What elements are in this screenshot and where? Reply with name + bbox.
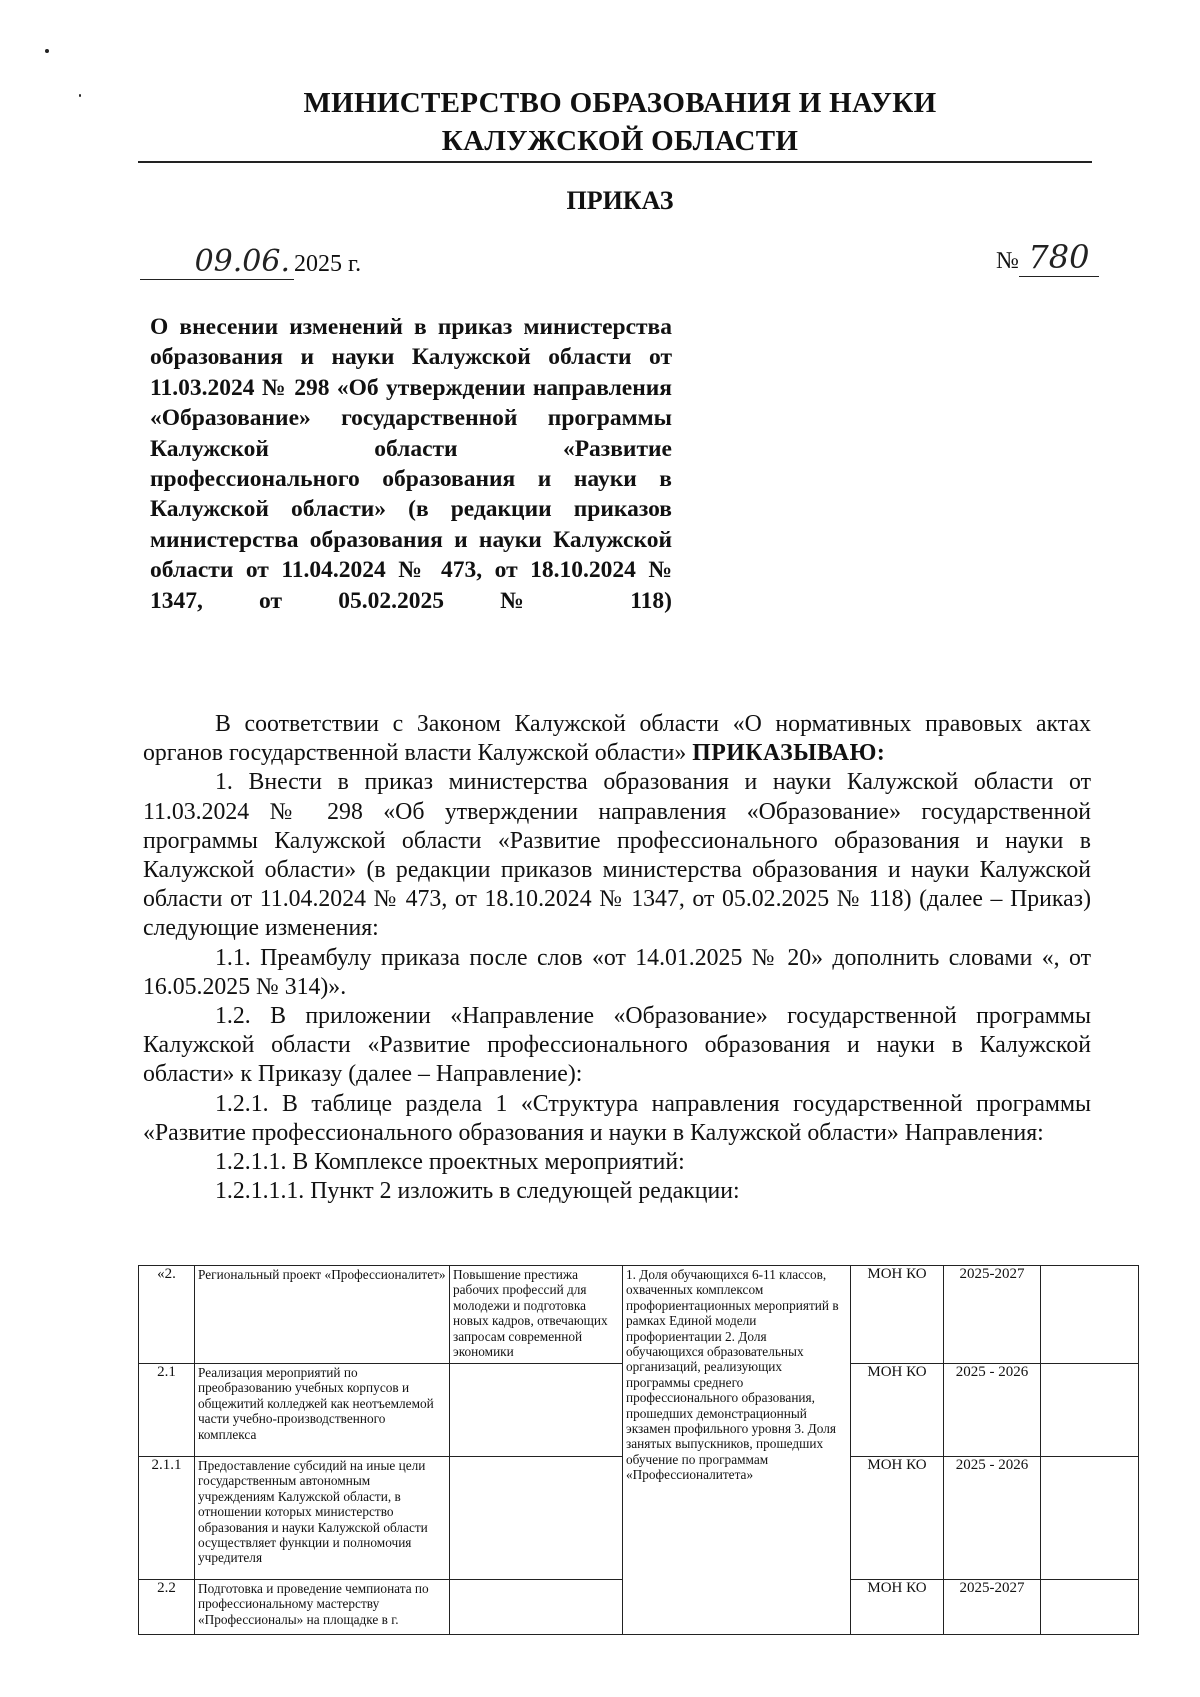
order-number xyxy=(996,238,1099,277)
row-goal: Повышение престижа рабочих профессий для молодежи и подготовка новых кадров, отвечающих запросам современной экономики xyxy=(450,1266,623,1364)
structure-table xyxy=(138,1265,1139,1635)
preamble-paragraph: В соответствии с Законом Калужской области «О нормативных правовых актах органов государственной власти Калужской области» ПРИКАЗЫВАЮ: xyxy=(143,711,1091,767)
document-type: ПРИКАЗ xyxy=(566,186,674,215)
row-name: Предоставление субсидий на иные цели государственным автономным учреждениям Калужской области, в отношении которых министерство образования и науки Калужской области осуществляет функции и полномочия учредителя xyxy=(195,1457,450,1580)
row-name: Подготовка и проведение чемпионата по профессиональному мастерству «Профессионалы» на площадке в г. xyxy=(195,1580,450,1635)
row-goal xyxy=(450,1580,623,1635)
scan-speck xyxy=(45,49,49,53)
region-name: КАЛУЖСКОЙ ОБЛАСТИ xyxy=(441,125,799,157)
indicators-cell: 1. Доля обучающихся 6-11 классов, охваченных комплексом профориентационных мероприятий в рамках Единой модели профориентации 2. Доля обучающихся образовательных организаций, реализующих программы среднего профессионального образования, прошедших демонстрационный экзамен профильного уровня 3. Доля занятых выпускников, прошедших обучение по программам «Профессионалитета» xyxy=(623,1266,851,1635)
number-sign: № xyxy=(996,248,1019,274)
paragraph-1-2-1: 1.2.1. В таблице раздела 1 «Структура направления государственной программы «Развитие профессионального образования и науки в Калужской области» Направления: xyxy=(143,1090,1091,1146)
row-name: Региональный проект «Профессионалитет» xyxy=(195,1266,450,1364)
row-period: 2025-2027 xyxy=(944,1580,1041,1635)
empty-cell xyxy=(1041,1457,1139,1580)
paragraph-1-2-1-1: 1.2.1.1. В Комплексе проектных мероприятий: xyxy=(215,1149,685,1176)
row-executor: МОН КО xyxy=(851,1580,944,1635)
row-executor: МОН КО xyxy=(851,1457,944,1580)
empty-cell xyxy=(1041,1580,1139,1635)
paragraph-1-2: 1.2. В приложении «Направление «Образование» государственной программы Калужской области «Развитие профессионального образования и науки в Калужской области» к Приказу (далее – Направление): xyxy=(143,1003,1091,1088)
row-executor: МОН КО xyxy=(851,1266,944,1364)
empty-cell xyxy=(1041,1364,1139,1457)
ministry-header xyxy=(140,84,1100,160)
row-period: 2025 - 2026 xyxy=(944,1364,1041,1457)
empty-cell xyxy=(1041,1266,1139,1364)
row-executor: МОН КО xyxy=(851,1364,944,1457)
date-year: 2025 г. xyxy=(294,251,362,277)
row-goal xyxy=(450,1364,623,1457)
row-number: 2.2 xyxy=(139,1580,195,1635)
header-rule xyxy=(138,161,1092,163)
row-period: 2025 - 2026 xyxy=(944,1457,1041,1580)
order-date xyxy=(140,244,361,278)
row-goal xyxy=(450,1457,623,1580)
row-number: 2.1 xyxy=(139,1364,195,1457)
handwritten-date: 09.06. xyxy=(140,244,294,280)
paragraph-1-1: 1.1. Преамбулу приказа после слов «от 14.01.2025 № 20» дополнить словами «, от 16.05.2025 № 314)». xyxy=(143,944,1091,1000)
row-number: «2. xyxy=(139,1266,195,1364)
order-keyword: ПРИКАЗЫВАЮ: xyxy=(692,740,886,767)
row-number: 2.1.1 xyxy=(139,1457,195,1580)
paragraph-1: 1. Внести в приказ министерства образования и науки Калужской области от 11.03.2024 № 298 «Об утверждении направления «Образование» государственной программы Калужской области «Развитие профессионального образования и науки в Калужской области» (в редакции приказов министерства образования и науки Калужской области от 11.04.2024 № 473, от 18.10.2024 № 1347, от 05.02.2025 № 118) (далее – Приказ) следующие изменения: xyxy=(143,769,1091,942)
order-body xyxy=(143,710,1091,1206)
row-name: Реализация мероприятий по преобразованию учебных корпусов и общежитий колледжей как неотъемлемой части учебно-производственного комплекса xyxy=(195,1364,450,1457)
row-period: 2025-2027 xyxy=(944,1266,1041,1364)
handwritten-number: 780 xyxy=(1019,238,1099,277)
table-row xyxy=(139,1266,1139,1364)
paragraph-1-2-1-1-1: 1.2.1.1.1. Пункт 2 изложить в следующей редакции: xyxy=(215,1178,740,1205)
order-subject: О внесении изменений в приказ министерства образования и науки Калужской области от 11.03.2024 № 298 «Об утверждении направления «Образование» государственной программы Калужской области «Развитие профессионального образования и науки в Калужской области» (в редакции приказов министерства образования и науки Калужской области от 11.04.2024 № 473, от 18.10.2024 № 1347, от 05.02.2025 № 118) xyxy=(150,314,672,614)
scan-speck xyxy=(79,94,81,97)
ministry-name: МИНИСТЕРСТВО ОБРАЗОВАНИЯ И НАУКИ xyxy=(303,87,937,119)
